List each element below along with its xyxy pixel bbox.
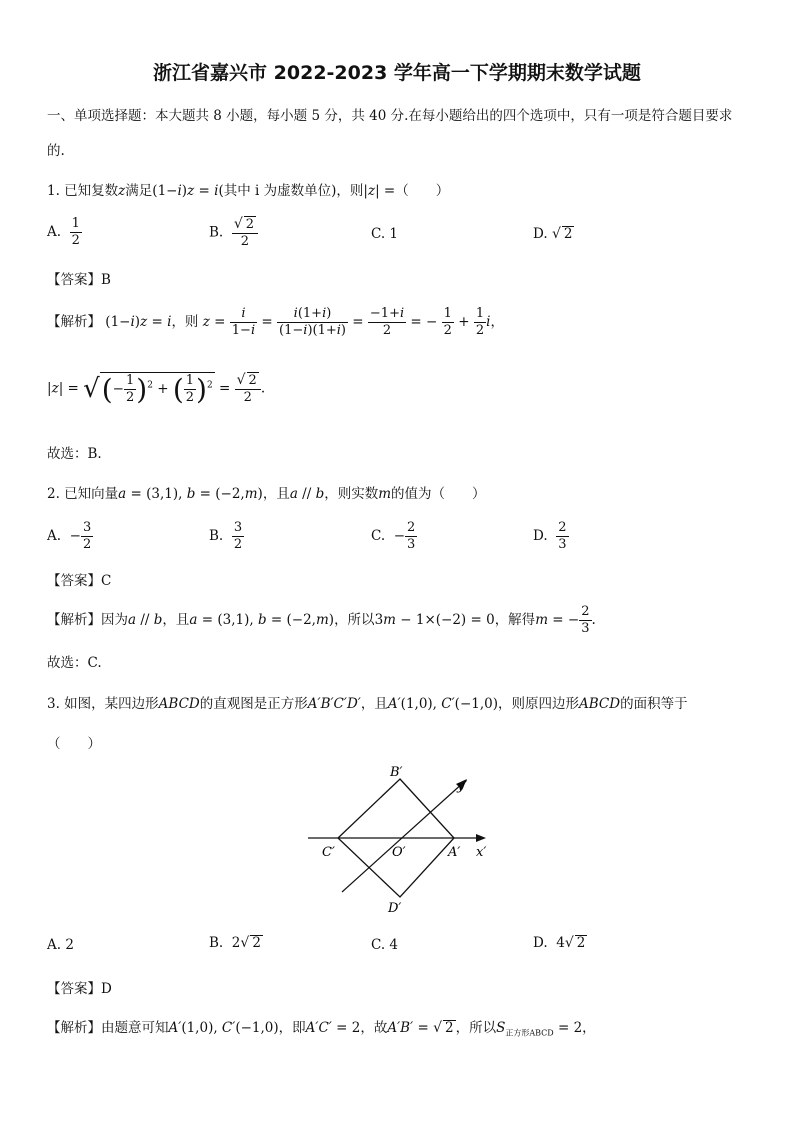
q2-conclusion: 故选：C. <box>47 655 102 671</box>
label-a: A′ <box>448 845 461 860</box>
q2-option-d: D. $\frac{2}{3}$ <box>533 520 567 552</box>
q2-answer: 【答案】C <box>47 573 112 589</box>
q2-option-a: A. − $\frac{3}{2}$ <box>47 520 92 552</box>
section-heading-cont: 的. <box>47 143 65 159</box>
q1-modulus: |z| = √(− $\frac{1}{2}$ )$^2$ + ( $\frac{1}{2}$ )$^2$ = $\frac{√ 2}{2}$ . <box>47 372 266 406</box>
q3-stem: 3. 如图，某四边形ABCD的直观图是正方形A′B′C′D′，且A′(1,0), C′(−1,0)，则原四边形ABCD的面积等于 <box>47 696 688 712</box>
label-o: O′ <box>392 845 406 860</box>
q3-figure <box>300 760 500 920</box>
section-heading: 一、单项选择题：本大题共 8 小题，每小题 5 分，共 40 分.在每小题给出的四个选项中，只有一项是符合题目要求 <box>47 108 733 124</box>
q2-option-c: C. − $\frac{2}{3}$ <box>371 520 416 552</box>
q2-stem: 2. 已知向量a = (3,1), b = (−2,m)，且a // b，则实数m的值为（ ） <box>47 486 486 502</box>
y-axis <box>342 782 464 892</box>
q1-analysis: 【解析】 (1−i)z = i，则 z = $\frac{i}{1-i}$ = $\frac{i(1+i)}{(1-i)(1+i)}$ = $\frac{-1+i}{2}$ = − $\frac{1}{2}$ + $\frac{1}{2}$ i， <box>47 306 504 338</box>
q3-option-b: B. 2√ 2 <box>209 935 261 951</box>
label-b: B′ <box>390 765 403 780</box>
q1-conclusion: 故选：B. <box>47 446 102 462</box>
label-c: C′ <box>322 845 335 860</box>
label-y: y′ <box>457 779 468 794</box>
q2-analysis: 【解析】因为a // b，且a = (3,1), b = (−2,m)，所以3m − 1×(−2) = 0，解得m = − $\frac{2}{3}$ . <box>47 604 596 636</box>
q1-option-b: B. $\frac{√ 2}{2}$ <box>209 216 258 250</box>
q3-option-c: C. 4 <box>371 937 399 953</box>
label-x: x′ <box>476 845 487 860</box>
q1-option-c: C. 1 <box>371 226 399 242</box>
q3-answer: 【答案】D <box>47 981 112 997</box>
x-axis-arrow <box>476 834 486 842</box>
q1-stem: 1. 已知复数z满足(1−i)z = i(其中 i 为虚数单位)，则|z| =（ ） <box>47 183 450 199</box>
label-d: D′ <box>388 901 402 916</box>
q1-option-d: D. √ 2 <box>533 226 573 242</box>
q3-stem-paren: （ ） <box>47 736 101 752</box>
q3-option-a: A. 2 <box>47 937 74 953</box>
q1-option-a: A. $\frac{1}{2}$ <box>47 216 80 248</box>
q2-option-b: B. $\frac{3}{2}$ <box>209 520 243 552</box>
page-title: 浙江省嘉兴市 2022-2023 学年高一下学期期末数学试题 <box>153 62 641 84</box>
q3-option-d: D. 4√ 2 <box>533 935 586 951</box>
q3-analysis: 【解析】由题意可知A′(1,0), C′(−1,0)，即A′C′ = 2，故A′B′ = √ 2 ，所以$S_{正方形ABCD} = 2$， <box>47 1020 596 1038</box>
q1-answer: 【答案】B <box>47 272 111 288</box>
